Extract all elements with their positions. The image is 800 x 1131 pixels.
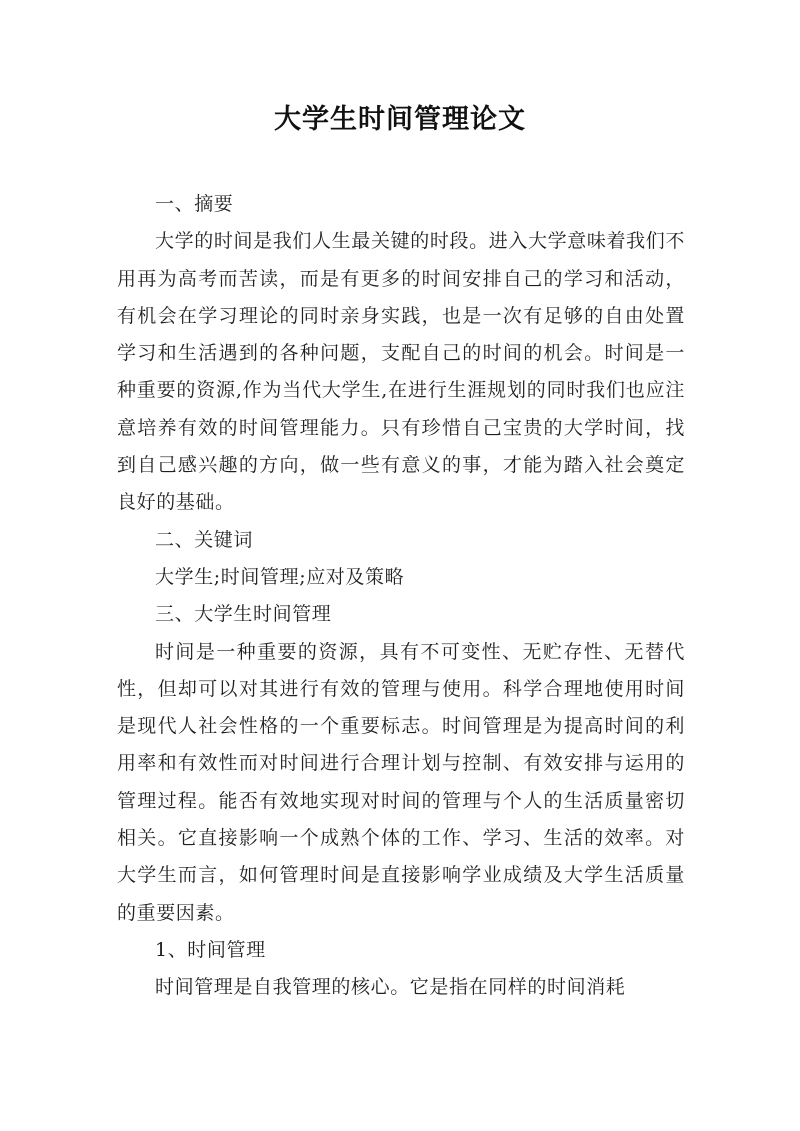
subsection-heading-1: 1、时间管理	[155, 938, 266, 961]
keywords-paragraph: 大学生;时间管理;应对及策略	[155, 565, 405, 588]
document-title: 大学生时间管理论文	[274, 104, 526, 135]
section-heading-abstract: 一、摘要	[155, 193, 234, 215]
abstract-paragraph: 大学的时间是我们人生最关键的时段。进入大学意味着我们不用再为高考而苦读，而是有更多的时间安排自己的学习和活动，有机会在学习理论的同时亲身实践，也是一次有足够的自由处置学习和生活遇到的各种问题，支配自己的时间的机会。时间是一种重要的资源,作为当代大学生,在进行生涯规划的同时我们也应注意培养有效的时间管理能力。只有珍惜自己宝贵的大学时间，找到自己感兴趣的方向，做一些有意义的事，才能为踏入社会奠定良好的基础。	[117, 230, 685, 514]
section-heading-keywords: 二、关键词	[155, 528, 254, 551]
time-management-paragraph: 时间是一种重要的资源，具有不可变性、无贮存性、无替代性，但却可以对其进行有效的管理与使用。科学合理地使用时间是现代人社会性格的一个重要标志。时间管理是为提高时间的利用率和有效性而对时间进行合理计划与控制、有效安排与运用的管理过程。能否有效地实现对时间的管理与个人的生活质量密切相关。它直接影响一个成熟个体的工作、学习、生活的效率。对大学生而言，如何管理时间是直接影响学业成绩及大学生活质量的重要因素。	[117, 640, 685, 924]
subsection-1-paragraph: 时间管理是自我管理的核心。它是指在同样的时间消耗	[155, 976, 626, 999]
section-heading-time-management: 三、大学生时间管理	[155, 603, 332, 626]
document-body	[117, 186, 685, 1007]
